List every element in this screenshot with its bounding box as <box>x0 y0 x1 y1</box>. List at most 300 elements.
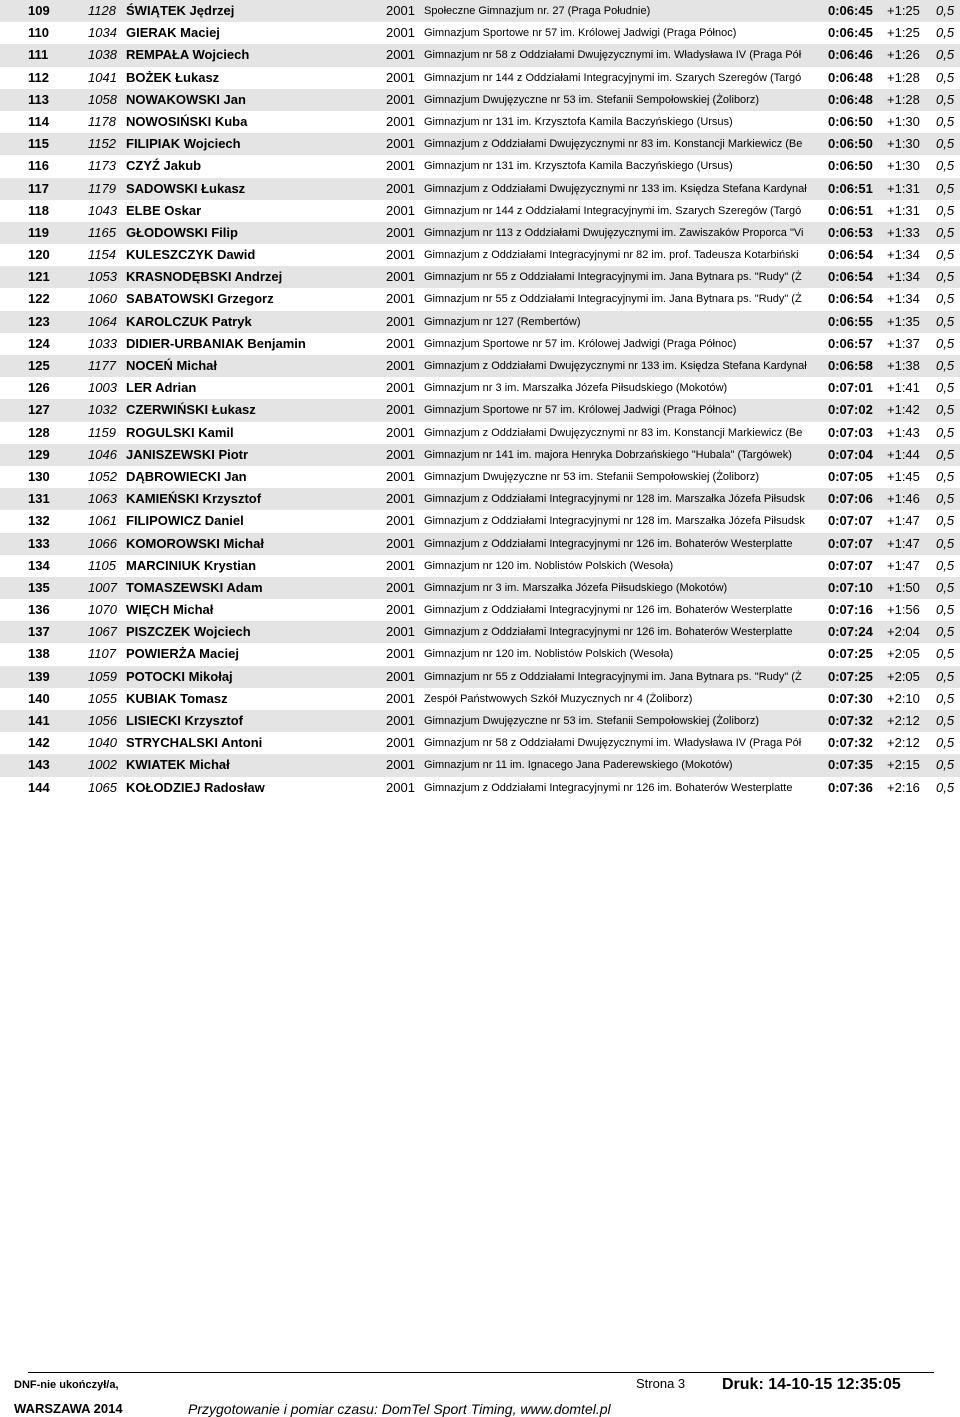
finish-time-cell: 0:06:50 <box>828 136 873 152</box>
time-gap-cell: +1:37 <box>887 335 920 351</box>
bib-number-cell: 1059 <box>88 668 117 684</box>
finish-time-cell: 0:06:55 <box>828 313 873 329</box>
finish-time-cell: 0:06:48 <box>828 69 873 85</box>
time-gap-cell: +2:04 <box>887 624 920 640</box>
school-cell: Gimnazjum z Oddziałami Dwujęzycznymi nr 83 im. Konstancji Markiewicz (Be <box>424 138 803 151</box>
bib-number-cell: 1002 <box>88 757 117 773</box>
bib-number-cell: 1038 <box>88 47 117 63</box>
points-cell: 0,5 <box>936 69 955 85</box>
place-cell: 144 <box>28 779 50 795</box>
points-cell: 0,5 <box>936 446 955 462</box>
table-row <box>0 666 960 688</box>
time-gap-cell: +1:33 <box>887 224 920 240</box>
birth-year-cell: 2001 <box>386 3 415 18</box>
athlete-name-cell: TOMASZEWSKI Adam <box>126 579 263 595</box>
bib-number-cell: 1043 <box>88 202 117 218</box>
school-cell: Gimnazjum z Oddziałami Dwujęzycznymi nr 83 im. Konstancji Markiewicz (Be <box>424 426 803 439</box>
school-cell: Gimnazjum nr 3 im. Marszałka Józefa Piłsudskiego (Mokotów) <box>424 382 728 395</box>
birth-year-cell: 2001 <box>386 269 415 285</box>
athlete-name-cell: NOWAKOWSKI Jan <box>126 91 246 107</box>
points-cell: 0,5 <box>936 47 955 63</box>
table-row <box>0 67 960 89</box>
athlete-name-cell: SADOWSKI Łukasz <box>126 180 246 196</box>
finish-time-cell: 0:06:45 <box>828 25 873 41</box>
athlete-name-cell: WIĘCH Michał <box>126 602 214 618</box>
time-gap-cell: +1:38 <box>887 358 920 373</box>
birth-year-cell: 2001 <box>386 113 415 129</box>
athlete-name-cell: ELBE Oskar <box>126 202 202 218</box>
birth-year-cell: 2001 <box>386 136 415 152</box>
finish-time-cell: 0:07:07 <box>828 535 873 551</box>
birth-year-cell: 2001 <box>386 358 415 373</box>
table-row <box>0 621 960 643</box>
school-cell: Gimnazjum nr 11 im. Ignacego Jana Paderewskiego (Mokotów) <box>424 759 733 772</box>
place-cell: 142 <box>28 735 50 751</box>
points-cell: 0,5 <box>936 158 955 174</box>
time-gap-cell: +1:26 <box>887 47 920 63</box>
points-cell: 0,5 <box>936 513 955 529</box>
time-gap-cell: +2:12 <box>887 713 920 728</box>
athlete-name-cell: MARCINIUK Krystian <box>126 557 257 573</box>
table-row <box>0 311 960 333</box>
athlete-name-cell: JANISZEWSKI Piotr <box>126 446 249 462</box>
points-cell: 0,5 <box>936 247 955 263</box>
bib-number-cell: 1056 <box>88 713 117 728</box>
table-row <box>0 111 960 133</box>
table-row <box>0 333 960 355</box>
points-cell: 0,5 <box>936 535 955 551</box>
points-cell: 0,5 <box>936 3 955 18</box>
school-cell: Społeczne Gimnazjum nr. 27 (Praga Południe) <box>424 5 651 17</box>
birth-year-cell: 2001 <box>386 735 415 751</box>
place-cell: 121 <box>28 269 50 285</box>
place-cell: 143 <box>28 757 50 773</box>
athlete-name-cell: POWIERŻA Maciej <box>126 646 239 662</box>
place-cell: 112 <box>28 69 49 85</box>
points-cell: 0,5 <box>936 291 955 307</box>
table-row <box>0 577 960 599</box>
athlete-name-cell: GŁODOWSKI Filip <box>126 224 238 240</box>
athlete-name-cell: KOŁODZIEJ Radosław <box>126 779 265 795</box>
time-gap-cell: +1:34 <box>887 247 920 263</box>
birth-year-cell: 2001 <box>386 713 415 728</box>
birth-year-cell: 2001 <box>386 224 415 240</box>
table-row <box>0 599 960 621</box>
place-cell: 138 <box>28 646 50 662</box>
place-cell: 126 <box>28 380 50 396</box>
birth-year-cell: 2001 <box>386 690 415 706</box>
birth-year-cell: 2001 <box>386 624 415 640</box>
bib-number-cell: 1041 <box>88 69 117 85</box>
bib-number-cell: 1060 <box>88 291 117 307</box>
finish-time-cell: 0:07:10 <box>828 579 873 595</box>
athlete-name-cell: DĄBROWIECKI Jan <box>126 468 247 484</box>
time-gap-cell: +1:47 <box>887 535 920 551</box>
birth-year-cell: 2001 <box>386 291 415 307</box>
school-cell: Gimnazjum Sportowe nr 57 im. Królowej Jadwigi (Praga Północ) <box>424 337 737 350</box>
school-cell: Gimnazjum z Oddziałami Integracyjnymi nr 126 im. Bohaterów Westerplatte <box>424 537 793 550</box>
athlete-name-cell: FILIPOWICZ Daniel <box>126 513 244 529</box>
place-cell: 118 <box>28 202 49 218</box>
finish-time-cell: 0:07:30 <box>828 690 873 706</box>
bib-number-cell: 1032 <box>88 402 117 418</box>
place-cell: 111 <box>28 47 49 63</box>
timing-credit: Przygotowanie i pomiar czasu: DomTel Sport Timing, www.domtel.pl <box>188 1401 611 1417</box>
points-cell: 0,5 <box>936 269 955 285</box>
school-cell: Gimnazjum nr 127 (Rembertów) <box>424 315 581 328</box>
school-cell: Gimnazjum nr 55 z Oddziałami Integracyjnymi im. Jana Bytnara ps. "Rudy" (Ż <box>424 271 802 284</box>
school-cell: Gimnazjum nr 58 z Oddziałami Dwujęzycznymi im. Władysława IV (Praga Pół <box>424 49 802 62</box>
birth-year-cell: 2001 <box>386 69 415 85</box>
place-cell: 133 <box>28 535 50 551</box>
bib-number-cell: 1152 <box>88 136 116 152</box>
place-cell: 109 <box>28 3 50 18</box>
finish-time-cell: 0:07:06 <box>828 491 873 507</box>
school-cell: Gimnazjum nr 55 z Oddziałami Integracyjnymi im. Jana Bytnara ps. "Rudy" (Ż <box>424 670 802 683</box>
finish-time-cell: 0:06:54 <box>828 247 873 263</box>
table-row <box>0 22 960 44</box>
athlete-name-cell: FILIPIAK Wojciech <box>126 136 241 152</box>
table-row <box>0 244 960 266</box>
place-cell: 119 <box>28 224 49 240</box>
table-row <box>0 0 960 22</box>
bib-number-cell: 1034 <box>88 25 117 41</box>
points-cell: 0,5 <box>936 557 955 573</box>
points-cell: 0,5 <box>936 25 955 41</box>
bib-number-cell: 1105 <box>88 557 116 573</box>
time-gap-cell: +1:25 <box>887 25 920 41</box>
finish-time-cell: 0:06:48 <box>828 91 873 107</box>
time-gap-cell: +1:43 <box>887 424 920 440</box>
place-cell: 135 <box>28 579 50 595</box>
points-cell: 0,5 <box>936 136 955 152</box>
table-row <box>0 643 960 665</box>
school-cell: Gimnazjum nr 141 im. majora Henryka Dobrzańskiego "Hubala" (Targówek) <box>424 448 792 461</box>
school-cell: Gimnazjum z Oddziałami Dwujęzycznymi nr 133 im. Księdza Stefana Kardynał <box>424 182 807 195</box>
school-cell: Gimnazjum Dwujęzyczne nr 53 im. Stefanii Sempołowskiej (Żoliborz) <box>424 470 760 483</box>
time-gap-cell: +2:12 <box>887 735 920 751</box>
finish-time-cell: 0:07:07 <box>828 513 873 529</box>
place-cell: 128 <box>28 424 50 440</box>
table-row <box>0 266 960 288</box>
birth-year-cell: 2001 <box>386 446 415 462</box>
athlete-name-cell: CZYŹ Jakub <box>126 158 202 174</box>
table-row <box>0 377 960 399</box>
birth-year-cell: 2001 <box>386 557 415 573</box>
points-cell: 0,5 <box>936 91 955 107</box>
table-row <box>0 89 960 111</box>
birth-year-cell: 2001 <box>386 602 415 618</box>
table-row <box>0 222 960 244</box>
finish-time-cell: 0:06:57 <box>828 335 873 351</box>
school-cell: Gimnazjum nr 144 z Oddziałami Integracyjnymi im. Szarych Szeregów (Targó <box>424 204 802 217</box>
finish-time-cell: 0:07:25 <box>828 668 873 684</box>
place-cell: 140 <box>28 690 50 706</box>
bib-number-cell: 1066 <box>88 535 117 551</box>
points-cell: 0,5 <box>936 735 955 751</box>
table-row <box>0 710 960 732</box>
place-cell: 117 <box>28 180 49 196</box>
finish-time-cell: 0:07:32 <box>828 713 873 728</box>
finish-time-cell: 0:07:03 <box>828 424 873 440</box>
athlete-name-cell: LISIECKI Krzysztof <box>126 713 244 728</box>
place-cell: 120 <box>28 247 50 263</box>
bib-number-cell: 1052 <box>88 468 117 484</box>
table-row <box>0 466 960 488</box>
footer-divider <box>28 1372 934 1373</box>
birth-year-cell: 2001 <box>386 402 415 418</box>
table-row <box>0 355 960 377</box>
place-cell: 113 <box>28 91 49 107</box>
athlete-name-cell: LER Adrian <box>126 380 197 396</box>
dnf-note: DNF-nie ukończył/a, <box>14 1379 119 1391</box>
birth-year-cell: 2001 <box>386 25 415 41</box>
place-cell: 129 <box>28 446 50 462</box>
place-cell: 122 <box>28 291 50 307</box>
place-cell: 139 <box>28 668 50 684</box>
birth-year-cell: 2001 <box>386 202 415 218</box>
table-row <box>0 444 960 466</box>
athlete-name-cell: STRYCHALSKI Antoni <box>126 735 263 751</box>
athlete-name-cell: KOMOROWSKI Michał <box>126 535 264 551</box>
finish-time-cell: 0:07:32 <box>828 735 873 751</box>
place-cell: 124 <box>28 335 50 351</box>
athlete-name-cell: KRASNODĘBSKI Andrzej <box>126 269 283 285</box>
school-cell: Gimnazjum z Oddziałami Integracyjnymi nr 126 im. Bohaterów Westerplatte <box>424 604 793 617</box>
birth-year-cell: 2001 <box>386 424 415 440</box>
finish-time-cell: 0:06:45 <box>828 3 873 18</box>
finish-time-cell: 0:06:51 <box>828 180 873 196</box>
bib-number-cell: 1128 <box>88 3 116 18</box>
finish-time-cell: 0:07:04 <box>828 446 873 462</box>
time-gap-cell: +1:28 <box>887 91 920 107</box>
place-cell: 137 <box>28 624 50 640</box>
birth-year-cell: 2001 <box>386 380 415 396</box>
bib-number-cell: 1065 <box>88 779 117 795</box>
finish-time-cell: 0:06:53 <box>828 224 873 240</box>
school-cell: Gimnazjum Dwujęzyczne nr 53 im. Stefanii Sempołowskiej (Żoliborz) <box>424 715 760 727</box>
time-gap-cell: +1:42 <box>887 402 920 418</box>
time-gap-cell: +1:30 <box>887 113 920 129</box>
time-gap-cell: +1:41 <box>887 380 920 396</box>
finish-time-cell: 0:06:51 <box>828 202 873 218</box>
birth-year-cell: 2001 <box>386 158 415 174</box>
points-cell: 0,5 <box>936 424 955 440</box>
event-city-year: WARSZAWA 2014 <box>14 1401 123 1416</box>
time-gap-cell: +2:16 <box>887 779 920 795</box>
athlete-name-cell: ŚWIĄTEK Jędrzej <box>126 3 235 18</box>
table-row <box>0 488 960 510</box>
finish-time-cell: 0:07:05 <box>828 468 873 484</box>
athlete-name-cell: KAROLCZUK Patryk <box>126 313 252 329</box>
birth-year-cell: 2001 <box>386 646 415 662</box>
school-cell: Gimnazjum z Oddziałami Integracyjnymi nr 128 im. Marszałka Józefa Piłsudsk <box>424 515 805 528</box>
bib-number-cell: 1107 <box>88 646 116 662</box>
birth-year-cell: 2001 <box>386 579 415 595</box>
athlete-name-cell: KAMIEŃSKI Krzysztof <box>126 491 262 507</box>
athlete-name-cell: KUBIAK Tomasz <box>126 690 228 706</box>
bib-number-cell: 1033 <box>88 335 117 351</box>
bib-number-cell: 1178 <box>88 113 116 129</box>
table-row <box>0 533 960 555</box>
school-cell: Gimnazjum z Oddziałami Integracyjnymi nr 126 im. Bohaterów Westerplatte <box>424 781 793 794</box>
points-cell: 0,5 <box>936 757 955 773</box>
time-gap-cell: +1:56 <box>887 602 920 618</box>
athlete-name-cell: BOŻEK Łukasz <box>126 69 220 85</box>
place-cell: 110 <box>28 25 49 41</box>
time-gap-cell: +1:35 <box>887 313 920 329</box>
finish-time-cell: 0:06:54 <box>828 269 873 285</box>
points-cell: 0,5 <box>936 779 955 795</box>
school-cell: Gimnazjum z Oddziałami Dwujęzycznymi nr 133 im. Księdza Stefana Kardynał <box>424 360 807 372</box>
table-row <box>0 399 960 421</box>
school-cell: Gimnazjum nr 3 im. Marszałka Józefa Piłsudskiego (Mokotów) <box>424 581 728 594</box>
finish-time-cell: 0:07:01 <box>828 380 873 396</box>
finish-time-cell: 0:07:36 <box>828 779 873 795</box>
athlete-name-cell: CZERWIŃSKI Łukasz <box>126 402 256 418</box>
school-cell: Gimnazjum nr 58 z Oddziałami Dwujęzycznymi im. Władysława IV (Praga Pół <box>424 737 802 750</box>
place-cell: 141 <box>28 713 50 728</box>
time-gap-cell: +2:05 <box>887 668 920 684</box>
points-cell: 0,5 <box>936 402 955 418</box>
time-gap-cell: +2:10 <box>887 690 920 706</box>
points-cell: 0,5 <box>936 380 955 396</box>
time-gap-cell: +1:31 <box>887 202 920 218</box>
place-cell: 130 <box>28 468 50 484</box>
birth-year-cell: 2001 <box>386 468 415 484</box>
birth-year-cell: 2001 <box>386 91 415 107</box>
points-cell: 0,5 <box>936 713 955 728</box>
table-row <box>0 555 960 577</box>
athlete-name-cell: SABATOWSKI Grzegorz <box>126 291 274 307</box>
finish-time-cell: 0:06:58 <box>828 358 873 373</box>
finish-time-cell: 0:07:35 <box>828 757 873 773</box>
time-gap-cell: +1:31 <box>887 180 920 196</box>
birth-year-cell: 2001 <box>386 247 415 263</box>
place-cell: 134 <box>28 557 50 573</box>
bib-number-cell: 1061 <box>88 513 117 529</box>
athlete-name-cell: NOCEŃ Michał <box>126 358 218 373</box>
athlete-name-cell: REMPAŁA Wojciech <box>126 47 250 63</box>
table-row <box>0 133 960 155</box>
points-cell: 0,5 <box>936 224 955 240</box>
school-cell: Gimnazjum Dwujęzyczne nr 53 im. Stefanii Sempołowskiej (Żoliborz) <box>424 93 760 106</box>
place-cell: 136 <box>28 602 50 618</box>
place-cell: 132 <box>28 513 50 529</box>
finish-time-cell: 0:06:46 <box>828 47 873 63</box>
bib-number-cell: 1165 <box>88 224 116 240</box>
bib-number-cell: 1053 <box>88 269 117 285</box>
table-row <box>0 422 960 444</box>
bib-number-cell: 1058 <box>88 91 117 107</box>
points-cell: 0,5 <box>936 335 955 351</box>
school-cell: Gimnazjum nr 131 im. Krzysztofa Kamila Baczyńskiego (Ursus) <box>424 160 733 173</box>
time-gap-cell: +2:05 <box>887 646 920 662</box>
bib-number-cell: 1177 <box>88 358 116 373</box>
athlete-name-cell: NOWOSIŃSKI Kuba <box>126 113 248 129</box>
birth-year-cell: 2001 <box>386 513 415 529</box>
place-cell: 114 <box>28 113 49 129</box>
bib-number-cell: 1003 <box>88 380 117 396</box>
time-gap-cell: +1:28 <box>887 69 920 85</box>
bib-number-cell: 1159 <box>88 424 116 440</box>
birth-year-cell: 2001 <box>386 491 415 507</box>
bib-number-cell: 1179 <box>88 180 116 196</box>
table-row <box>0 510 960 532</box>
points-cell: 0,5 <box>936 313 955 329</box>
points-cell: 0,5 <box>936 624 955 640</box>
points-cell: 0,5 <box>936 358 955 373</box>
table-row <box>0 732 960 754</box>
table-row <box>0 688 960 710</box>
time-gap-cell: +1:34 <box>887 291 920 307</box>
time-gap-cell: +1:46 <box>887 491 920 507</box>
school-cell: Gimnazjum z Oddziałami Integracyjnymi nr 126 im. Bohaterów Westerplatte <box>424 626 793 639</box>
bib-number-cell: 1067 <box>88 624 117 640</box>
bib-number-cell: 1007 <box>88 579 117 595</box>
table-row <box>0 178 960 200</box>
athlete-name-cell: ROGULSKI Kamil <box>126 424 234 440</box>
table-row <box>0 288 960 310</box>
finish-time-cell: 0:06:54 <box>828 291 873 307</box>
athlete-name-cell: POTOCKI Mikołaj <box>126 668 233 684</box>
school-cell: Gimnazjum nr 120 im. Noblistów Polskich (Wesoła) <box>424 559 674 572</box>
time-gap-cell: +1:30 <box>887 136 920 152</box>
place-cell: 115 <box>28 136 49 152</box>
points-cell: 0,5 <box>936 668 955 684</box>
bib-number-cell: 1046 <box>88 446 117 462</box>
table-row <box>0 200 960 222</box>
bib-number-cell: 1070 <box>88 602 117 618</box>
points-cell: 0,5 <box>936 202 955 218</box>
time-gap-cell: +1:50 <box>887 579 920 595</box>
time-gap-cell: +1:47 <box>887 557 920 573</box>
finish-time-cell: 0:06:50 <box>828 158 873 174</box>
finish-time-cell: 0:07:25 <box>828 646 873 662</box>
finish-time-cell: 0:06:50 <box>828 113 873 129</box>
print-timestamp: Druk: 14-10-15 12:35:05 <box>722 1376 901 1393</box>
points-cell: 0,5 <box>936 180 955 196</box>
school-cell: Gimnazjum Sportowe nr 57 im. Królowej Jadwigi (Praga Północ) <box>424 404 737 417</box>
school-cell: Zespół Państwowych Szkół Muzycznych nr 4 (Żoliborz) <box>424 692 693 705</box>
bib-number-cell: 1063 <box>88 491 117 507</box>
finish-time-cell: 0:07:24 <box>828 624 873 640</box>
time-gap-cell: +1:47 <box>887 513 920 529</box>
athlete-name-cell: GIERAK Maciej <box>126 25 220 41</box>
bib-number-cell: 1040 <box>88 735 117 751</box>
points-cell: 0,5 <box>936 113 955 129</box>
birth-year-cell: 2001 <box>386 757 415 773</box>
place-cell: 116 <box>28 158 49 174</box>
school-cell: Gimnazjum nr 144 z Oddziałami Integracyjnymi im. Szarych Szeregów (Targó <box>424 71 802 84</box>
school-cell: Gimnazjum z Oddziałami Integracyjnymi nr 128 im. Marszałka Józefa Piłsudsk <box>424 493 805 506</box>
bib-number-cell: 1173 <box>88 158 116 174</box>
birth-year-cell: 2001 <box>386 535 415 551</box>
birth-year-cell: 2001 <box>386 313 415 329</box>
athlete-name-cell: PISZCZEK Wojciech <box>126 624 251 640</box>
points-cell: 0,5 <box>936 690 955 706</box>
bib-number-cell: 1055 <box>88 690 117 706</box>
table-row <box>0 777 960 799</box>
birth-year-cell: 2001 <box>386 47 415 63</box>
points-cell: 0,5 <box>936 579 955 595</box>
finish-time-cell: 0:07:16 <box>828 602 873 618</box>
school-cell: Gimnazjum nr 113 z Oddziałami Dwujęzycznymi im. Zawiszaków Proporca "Vi <box>424 226 804 239</box>
place-cell: 123 <box>28 313 50 329</box>
bib-number-cell: 1154 <box>88 247 116 263</box>
school-cell: Gimnazjum Sportowe nr 57 im. Królowej Jadwigi (Praga Północ) <box>424 27 737 40</box>
birth-year-cell: 2001 <box>386 180 415 196</box>
